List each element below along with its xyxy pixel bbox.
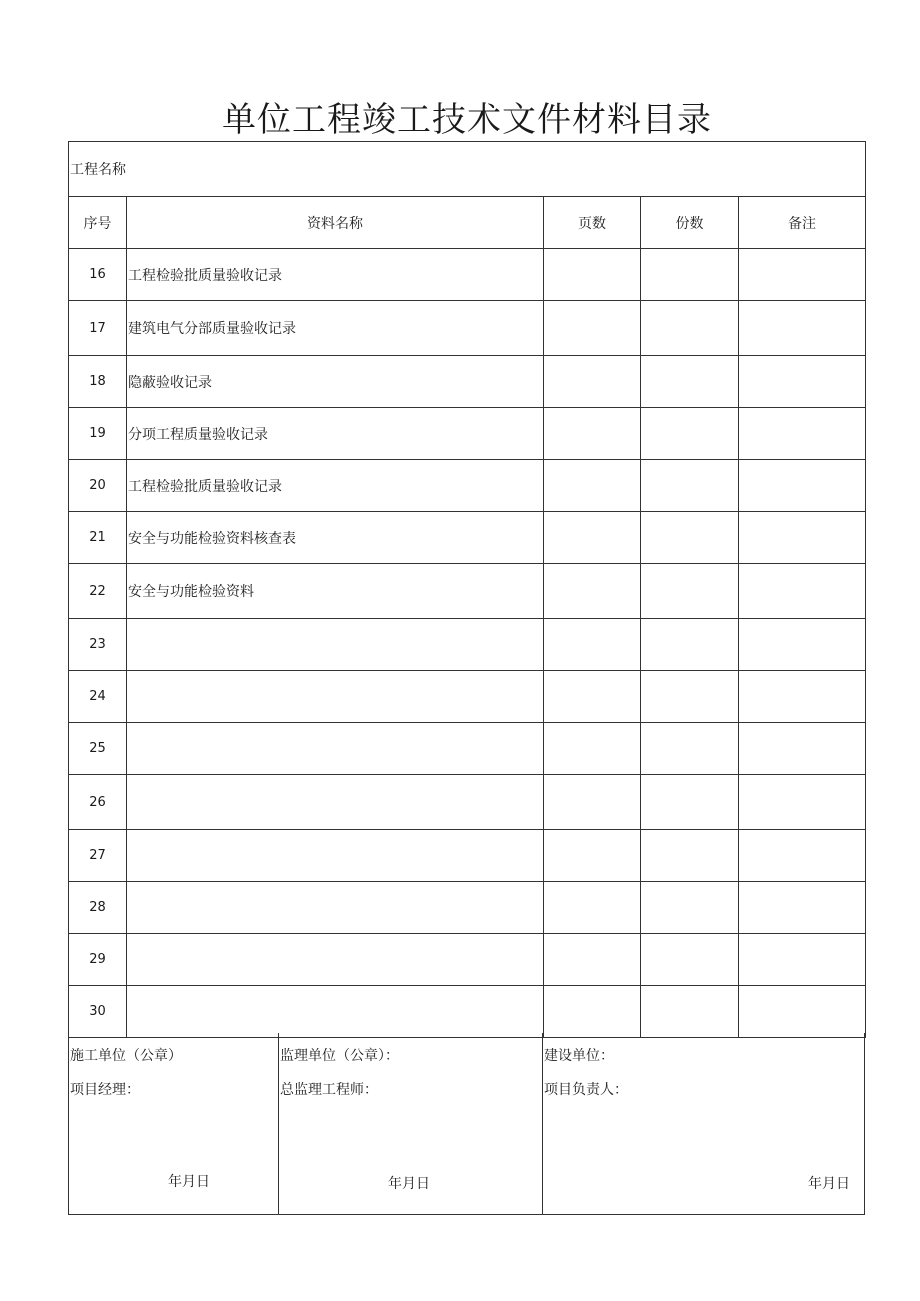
row-doc-name: 工程检验批质量验收记录 <box>127 460 544 512</box>
row-copies <box>641 564 739 619</box>
table-row <box>69 564 866 619</box>
row-remarks <box>739 934 866 986</box>
row-seq: 22 <box>69 564 127 619</box>
row-pages <box>544 830 641 882</box>
row-remarks <box>739 356 866 408</box>
row-pages <box>544 723 641 775</box>
row-pages <box>544 512 641 564</box>
row-remarks <box>739 671 866 723</box>
owner-date-label: 年月日 <box>808 1176 850 1192</box>
catalog-sheet <box>68 141 865 1215</box>
row-pages <box>544 301 641 356</box>
row-remarks <box>739 619 866 671</box>
catalog-table <box>68 141 866 1038</box>
row-remarks <box>739 249 866 301</box>
header-remarks: 备注 <box>739 197 866 249</box>
project-manager-label: 项目经理： <box>70 1082 140 1098</box>
row-pages <box>544 619 641 671</box>
table-row <box>69 882 866 934</box>
table-row <box>69 619 866 671</box>
row-copies <box>641 512 739 564</box>
row-copies <box>641 619 739 671</box>
row-copies <box>641 356 739 408</box>
row-copies <box>641 882 739 934</box>
row-remarks <box>739 512 866 564</box>
supervision-signature <box>279 1033 543 1214</box>
row-doc-name: 工程检验批质量验收记录 <box>127 249 544 301</box>
construction-signature <box>69 1033 279 1214</box>
table-row <box>69 460 866 512</box>
page-title: 单位工程竣工技术文件材料目录 <box>222 100 712 140</box>
row-pages <box>544 882 641 934</box>
chief-supervisor-label: 总监理工程师： <box>280 1082 378 1098</box>
table-row <box>69 723 866 775</box>
row-copies <box>641 671 739 723</box>
row-seq: 25 <box>69 723 127 775</box>
row-seq: 17 <box>69 301 127 356</box>
row-pages <box>544 249 641 301</box>
header-copies: 份数 <box>641 197 739 249</box>
row-seq: 26 <box>69 775 127 830</box>
row-pages <box>544 356 641 408</box>
row-seq: 24 <box>69 671 127 723</box>
table-row <box>69 934 866 986</box>
header-row <box>69 197 866 249</box>
row-copies <box>641 723 739 775</box>
row-doc-name: 隐蔽验收记录 <box>127 356 544 408</box>
row-seq: 27 <box>69 830 127 882</box>
owner-unit-label: 建设单位： <box>544 1048 614 1064</box>
row-seq: 18 <box>69 356 127 408</box>
construction-date-label: 年月日 <box>168 1174 210 1190</box>
table-row <box>69 512 866 564</box>
row-doc-name <box>127 671 544 723</box>
row-remarks <box>739 408 866 460</box>
row-copies <box>641 830 739 882</box>
row-copies <box>641 460 739 512</box>
construction-unit-label: 施工单位（公章） <box>70 1048 182 1064</box>
row-doc-name <box>127 934 544 986</box>
table-row <box>69 249 866 301</box>
row-copies <box>641 249 739 301</box>
row-pages <box>544 564 641 619</box>
row-copies <box>641 934 739 986</box>
row-pages <box>544 934 641 986</box>
header-doc-name: 资料名称 <box>127 197 544 249</box>
row-doc-name: 分项工程质量验收记录 <box>127 408 544 460</box>
row-remarks <box>739 830 866 882</box>
row-copies <box>641 775 739 830</box>
row-copies <box>641 408 739 460</box>
row-pages <box>544 986 641 1038</box>
row-remarks <box>739 301 866 356</box>
row-pages <box>544 408 641 460</box>
row-remarks <box>739 723 866 775</box>
supervision-unit-label: 监理单位（公章）： <box>280 1048 399 1064</box>
row-doc-name: 建筑电气分部质量验收记录 <box>127 301 544 356</box>
row-pages <box>544 671 641 723</box>
owner-signature <box>543 1033 865 1214</box>
row-remarks <box>739 986 866 1038</box>
row-pages <box>544 460 641 512</box>
project-name-label: 工程名称 <box>69 142 866 197</box>
row-seq: 16 <box>69 249 127 301</box>
supervision-date-label: 年月日 <box>388 1176 430 1192</box>
row-doc-name: 安全与功能检验资料 <box>127 564 544 619</box>
row-remarks <box>739 775 866 830</box>
row-doc-name <box>127 830 544 882</box>
table-row <box>69 301 866 356</box>
row-doc-name <box>127 882 544 934</box>
row-doc-name <box>127 619 544 671</box>
header-pages: 页数 <box>544 197 641 249</box>
row-copies <box>641 301 739 356</box>
row-remarks <box>739 564 866 619</box>
row-pages <box>544 775 641 830</box>
row-seq: 23 <box>69 619 127 671</box>
table-row <box>69 830 866 882</box>
table-row <box>69 356 866 408</box>
row-seq: 29 <box>69 934 127 986</box>
row-remarks <box>739 460 866 512</box>
table-row <box>69 986 866 1038</box>
signature-block <box>68 1033 865 1215</box>
row-doc-name <box>127 775 544 830</box>
row-seq: 19 <box>69 408 127 460</box>
row-seq: 20 <box>69 460 127 512</box>
header-seq: 序号 <box>69 197 127 249</box>
row-doc-name <box>127 986 544 1038</box>
row-doc-name: 安全与功能检验资料核查表 <box>127 512 544 564</box>
table-row <box>69 775 866 830</box>
row-copies <box>641 986 739 1038</box>
row-seq: 28 <box>69 882 127 934</box>
project-leader-label: 项目负责人： <box>544 1082 628 1098</box>
table-row <box>69 408 866 460</box>
row-seq: 21 <box>69 512 127 564</box>
table-row <box>69 671 866 723</box>
project-name-row <box>69 142 866 197</box>
row-remarks <box>739 882 866 934</box>
row-doc-name <box>127 723 544 775</box>
row-seq: 30 <box>69 986 127 1038</box>
